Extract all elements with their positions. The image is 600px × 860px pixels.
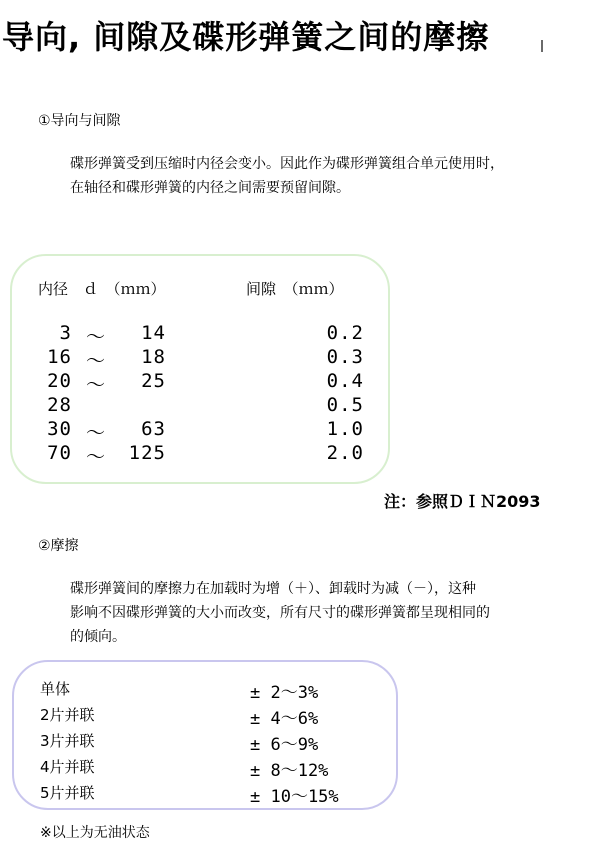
clearance-to: 18 (141, 346, 166, 368)
clearance-separator: ～ (85, 374, 106, 396)
friction-label: 单体 (40, 680, 71, 698)
clearance-separator: ～ (85, 350, 106, 372)
clearance-from: 3 (59, 322, 72, 344)
clearance-gap: 0.2 (326, 322, 364, 344)
friction-label: 3片并联 (40, 732, 95, 750)
clearance-gap: 0.5 (326, 394, 364, 416)
clearance-from: 28 (47, 394, 72, 416)
clearance-gap: 0.3 (326, 346, 364, 368)
friction-label: 4片并联 (40, 758, 95, 776)
friction-value: ± 10～15% (250, 787, 339, 807)
paragraph-line: 碟形弹簧间的摩擦力在加载时为增（＋）、卸载时为减（－），这种 (70, 581, 476, 597)
clearance-header-diameter: 内径 ｄ （ｍｍ） (38, 280, 166, 298)
clearance-header-gap: 间隙 （ｍｍ） (246, 280, 344, 298)
paragraph-line: 的倾向。 (70, 629, 126, 645)
clearance-to: 125 (128, 442, 166, 464)
clearance-to: 14 (141, 322, 166, 344)
clearance-to: 63 (141, 418, 166, 440)
section-heading-friction: ②摩擦 (38, 538, 79, 554)
cursor-mark (541, 40, 543, 52)
clearance-gap: 0.4 (326, 370, 364, 392)
footnote: ※以上为无油状态 (40, 825, 150, 841)
friction-label: 5片并联 (40, 784, 95, 802)
paragraph-line: 影响不因碟形弹簧的大小而改变，所有尺寸的碟形弹簧都呈现相同的 (70, 605, 490, 621)
friction-value: ± 4～6% (250, 709, 319, 729)
friction-value: ± 2～3% (250, 683, 319, 703)
paragraph-line: 碟形弹簧受到压缩时内径会变小。因此作为碟形弹簧组合单元使用时， (70, 156, 504, 172)
clearance-gap: 1.0 (326, 418, 364, 440)
clearance-separator: ～ (85, 326, 106, 348)
clearance-from: 20 (47, 370, 72, 392)
friction-label: 2片并联 (40, 706, 95, 724)
clearance-from: 70 (47, 442, 72, 464)
clearance-separator: ～ (85, 422, 106, 444)
friction-value: ± 6～9% (250, 735, 319, 755)
clearance-separator: ～ (85, 446, 106, 468)
reference-note: 注：参照ＤＩＮ2093 (384, 492, 541, 511)
clearance-from: 16 (47, 346, 72, 368)
paragraph-line: 在轴径和碟形弹簧的内径之间需要预留间隙。 (70, 180, 350, 196)
page-title: 导向, 间隙及碟形弹簧之间的摩擦 (2, 18, 490, 56)
friction-value: ± 8～12% (250, 761, 329, 781)
section-paragraph-friction (70, 577, 490, 649)
clearance-gap: 2.0 (326, 442, 364, 464)
section-paragraph-guidance (70, 152, 504, 200)
section-heading-guidance: ①导向与间隙 (38, 113, 121, 129)
clearance-to: 25 (141, 370, 166, 392)
clearance-from: 30 (47, 418, 72, 440)
